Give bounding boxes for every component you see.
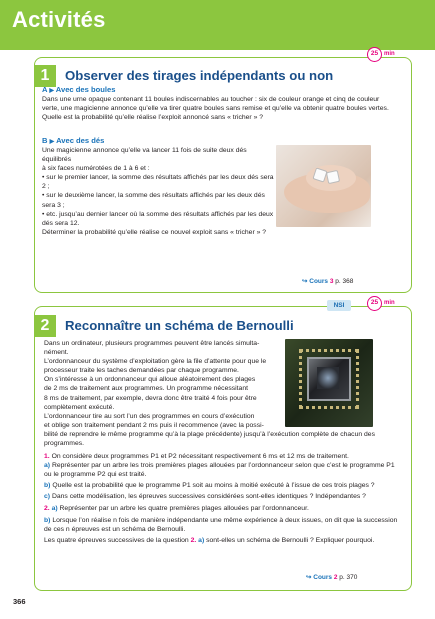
nsi-badge: NSI	[327, 300, 351, 311]
question-2a	[44, 504, 414, 513]
part-a-label: A	[42, 85, 48, 94]
text-line: Quelle est la probabilité qu’elle réalise l’exploit annoncé sans « tricher » ?	[42, 114, 264, 122]
course-number: 2	[333, 574, 338, 581]
die-icon	[326, 170, 340, 184]
course-reference-2[interactable]	[306, 573, 357, 581]
exercise-2-timer	[367, 296, 403, 312]
exercise-2-title: Reconnaître un schéma de Bernoulli	[65, 318, 294, 333]
question-2-ref-a: a)	[198, 536, 205, 544]
timer-unit: min	[384, 300, 395, 306]
question-1a-label: a)	[44, 462, 51, 470]
timer-unit: min	[384, 51, 395, 57]
exercise-1-number: 1	[34, 65, 56, 87]
text-line: dés sera 12.	[42, 219, 80, 227]
header-band	[0, 0, 435, 50]
question-2-final-post: sont-elles un schéma de Bernoulli ? Expliquer pourquoi.	[206, 536, 375, 544]
part-b-text	[42, 146, 274, 237]
part-a-text	[42, 95, 407, 122]
question-2a-label: a)	[51, 505, 58, 513]
text-line: Une magicienne annonce qu’elle va lancer 11 fois de suite deux dés équilibrés	[42, 147, 247, 164]
text-line: complètement exécuté.	[44, 403, 115, 411]
question-1a	[44, 461, 414, 470]
exercise-2-number: 2	[34, 315, 56, 337]
text-line: Dans une urne opaque contenant 11 boules indiscernables au toucher : six de couleur orange et cinq de couleur	[42, 96, 380, 103]
text-line: à six faces numérotées de 1 à 6 et :	[42, 165, 150, 173]
part-a-heading	[42, 85, 115, 94]
question-2-final-pre: Les quatre épreuves successives de la question	[44, 536, 189, 544]
question-2-number: 2.	[44, 505, 50, 513]
question-2a-text: Représenter par un arbre les quatre premières plages allouées par l’ordonnanceur.	[59, 505, 309, 513]
question-1c-label: c)	[44, 493, 51, 501]
exercise-2-questions	[44, 452, 414, 545]
text-line: On s’intéresse à un ordonnanceur qui alloue aléatoirement des plages	[44, 376, 256, 384]
question-1b-text: Quelle est la probabilité que le programme P1 soit au moins à moitié exécuté à l’issue de ces trois plages ?	[52, 482, 375, 490]
question-2-ref-number: 2.	[190, 536, 197, 544]
text-line: programmes.	[44, 440, 85, 448]
part-b-heading	[42, 136, 104, 145]
timer-icon: 25	[367, 296, 382, 311]
course-page: p. 370	[339, 574, 358, 581]
part-a-title: Avec des boules	[55, 85, 116, 94]
text-line: ou le programme P2 qui est traité.	[44, 471, 147, 479]
question-1-text: On considère deux programmes P1 et P2 nécessitant respectivement 6 ms et 12 ms de traitement.	[51, 453, 349, 460]
question-2b-line: Lorsque l’on réalise n fois de manière indépendante une même expérience à deux issues, on dit que la succession	[52, 516, 398, 524]
text-line: L’ordonnanceur du système d’exploitation gère la file d’attente pour que le	[44, 358, 267, 366]
triangle-arrow-icon: ▶	[49, 88, 54, 94]
question-1-number: 1.	[44, 453, 50, 460]
timer-icon: 25	[367, 47, 382, 62]
text-line: de ces n épreuves est un schéma de Bernoulli.	[44, 525, 186, 533]
question-1	[44, 452, 414, 461]
question-2-final	[44, 536, 414, 545]
processor-chip-photo	[285, 339, 373, 427]
course-reference-1[interactable]	[302, 277, 353, 285]
question-2b-label: b)	[44, 516, 51, 524]
text-line: Dans un ordinateur, plusieurs programmes peuvent être lancés simulta-	[44, 340, 260, 347]
text-line: • etc. jusqu’au dernier lancer où la somme des résultats affichés par les deux	[42, 210, 274, 218]
reference-arrow-icon: ↪	[306, 574, 312, 581]
text-line: verte, une magicienne annonce qu’elle va tirer quatre boules sans remise et qu’elle va obtenir quatre boules vertes.	[42, 105, 389, 113]
text-line: nément.	[44, 349, 69, 357]
part-b-title: Avec des dés	[56, 136, 105, 145]
question-1b	[44, 481, 414, 490]
question-1c-text: Dans cette modélisation, les épreuves successives considérées sont-elles identiques ? Indépendantes ?	[51, 493, 366, 501]
course-number: 3	[329, 278, 334, 285]
exercise-2-intro	[44, 339, 284, 430]
part-b-label: B	[42, 136, 48, 145]
page-number: 366	[13, 597, 26, 606]
question-2b	[44, 516, 414, 525]
text-line: 8 ms de traitement, par exemple, devra donc être traité 4 fois pour être	[44, 394, 257, 402]
text-line: L’ordonnanceur tire au sort l’un des programmes en cours d’exécution	[44, 412, 255, 420]
text-line: • sur le deuxième lancer, la somme des résultats affichés par les deux dés sera 3 ;	[42, 192, 265, 209]
course-page: p. 368	[335, 278, 354, 285]
reference-arrow-icon: ↪	[302, 278, 308, 285]
question-1b-label: b)	[44, 482, 51, 490]
exercise-1-timer	[367, 47, 403, 63]
text-line: de 2 ms de traitement aux programmes. Un programme nécessitant	[44, 385, 248, 393]
exercise-2-intro-wide	[44, 430, 409, 448]
course-label: Cours	[309, 278, 329, 285]
page-section-title: Activités	[12, 7, 106, 32]
text-line: et oblige son traitement pendant 2 ms puis il recommence (avec la possi-	[44, 421, 264, 429]
text-line: • sur le premier lancer, la somme des résultats affichés par les deux dés sera 2 ;	[42, 174, 274, 191]
triangle-arrow-icon: ▶	[49, 139, 55, 145]
text-line: Déterminer la probabilité qu’elle réalise ce nouvel exploit sans « tricher » ?	[42, 228, 267, 236]
exercise-1-title: Observer des tirages indépendants ou non	[65, 68, 334, 83]
dice-in-hand-photo	[276, 145, 371, 227]
question-1c	[44, 492, 414, 501]
question-1a-line: Représenter par un arbre les trois premières plages allouées par l’ordonnanceur selon que c’est le programme P1	[51, 462, 395, 470]
text-line: processeur traite les taches demandées par chaque programme.	[44, 367, 239, 375]
text-line: bilité de reprendre le même programme qu’à la plage précédente) jusqu’à l’exécution complète de chacun des	[44, 431, 375, 438]
course-label: Cours	[313, 574, 333, 581]
